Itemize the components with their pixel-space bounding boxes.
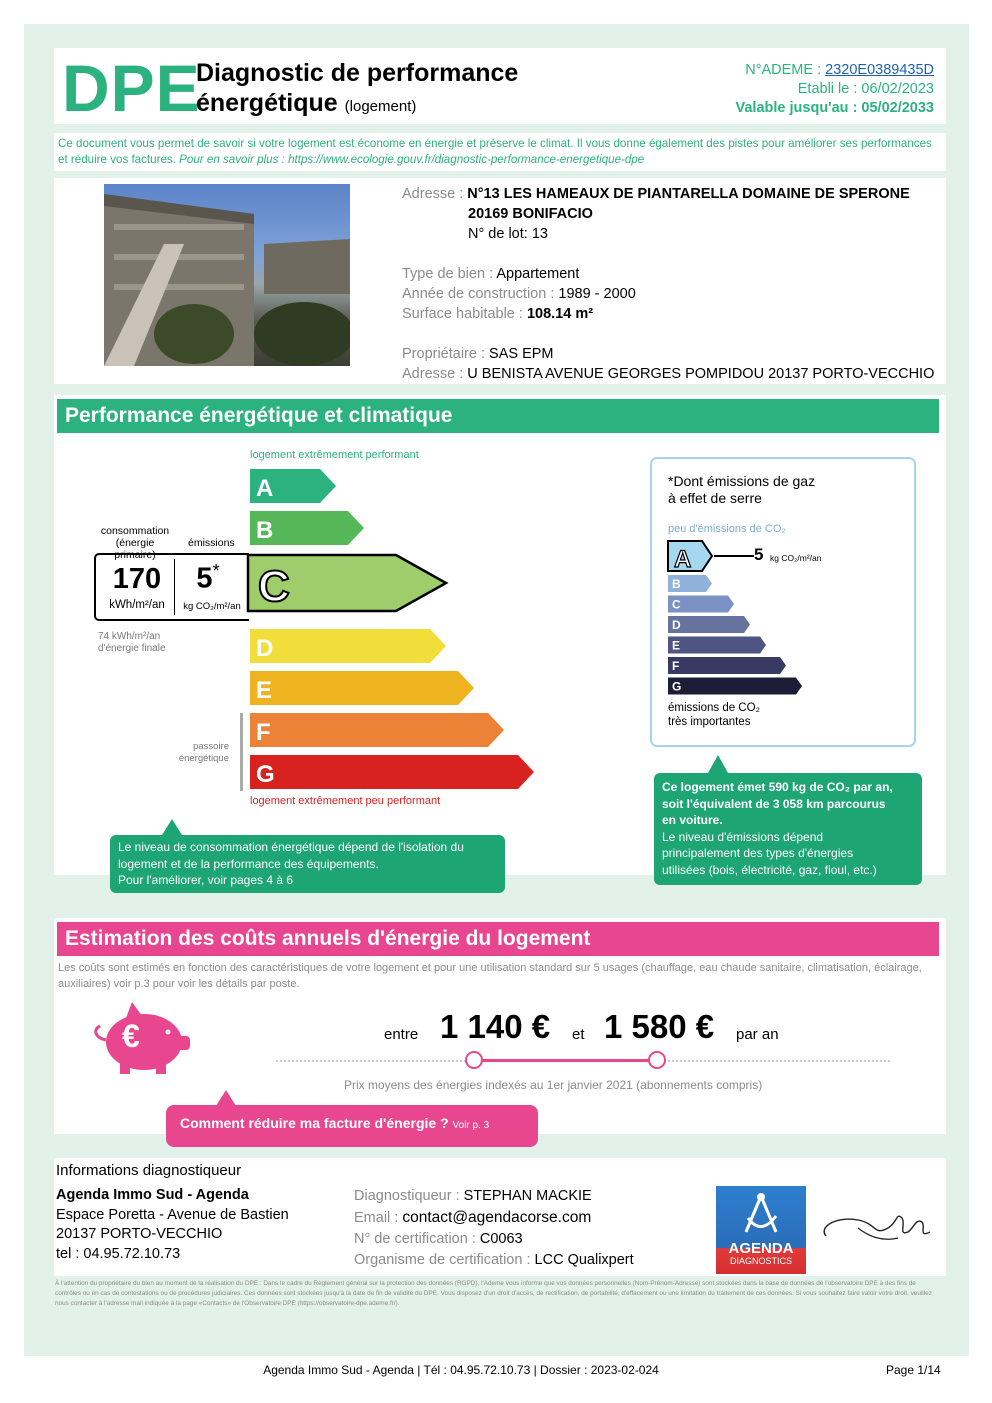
ges-note: Ce logement émet 590 kg de CO₂ par an, soit l'équivalent de 3 058 km parcourus en voiture. Le niveau d'émissions dépend principalement des types d'énergies utilisées (bois, électricité, gaz, fioul, etc.) [654,773,922,885]
energy-class-label: A [256,475,274,502]
house-photo [104,184,350,366]
cost-min: 1 140 € [440,1008,551,1045]
lot-number: N° de lot: 13 [468,226,548,242]
energy-bottom-label: logement extrêmement peu performant [250,795,441,807]
company-city: 20137 PORTO-VECCHIO [56,1226,223,1242]
consumption-header: consommation (énergie primaire) [100,525,170,561]
costs-box [54,918,946,1134]
intro-box [54,133,946,171]
title-suffix: (logement) [344,98,417,115]
emissions-value: 5* [196,561,220,595]
company-phone: tel : 04.95.72.10.73 [56,1245,181,1262]
page-number: Page 1/14 [886,1363,941,1377]
reduce-bill-button[interactable]: Comment réduire ma facture d'énergie ? Voir p. 3 [166,1105,538,1147]
owner-address: U BENISTA AVENUE GEORGES POMPIDOU 20137 PORTO-VECCHIO [467,366,935,382]
energy-class-d [250,629,446,663]
ges-bottom-label: émissions de CO₂ très importantes [668,702,761,728]
cost-marker-min [465,1051,483,1069]
living-area: 108.14 m² [526,306,594,322]
energy-class-label: G [256,761,275,788]
performance-box [54,395,946,887]
performance-section-title: Performance énergétique et climatique [57,399,939,433]
property-box [54,178,946,384]
consumption-unit: kWh/m²/an [109,599,165,611]
address-line1: N°13 LES HAMEAUX DE PIANTARELLA DOMAINE DE SPERONE [467,186,910,202]
reduce-pointer [216,1090,236,1106]
ademe-number-link[interactable]: 2320E0389435D [825,62,934,78]
energy-class-label: D [256,635,274,662]
ges-current-line [714,555,754,557]
construction-year: 1989 - 2000 [558,286,636,302]
company-street: Espace Poretta - Avenue de Bastien [56,1206,289,1223]
dpe-logo: DPE [62,51,201,125]
note-right-pointer [708,755,728,773]
intro-text: Ce document vous permet de savoir si votre logement est économe en énergie et préserve le climat. Il vous donne également des pistes pour améliorer ses performances et réduire vos factures. [58,137,932,166]
energy-top-label: logement extrêmement performant [250,449,419,461]
footer-text: Agenda Immo Sud - Agenda | Tél : 04.95.72.10.73 | Dossier : 2023-02-024 [263,1363,659,1377]
certification-org: LCC Qualixpert [534,1252,634,1268]
ges-class-label: G [672,679,682,694]
passoire-label: passoire énergétique [178,741,229,764]
ges-class-f [668,657,786,674]
page-title: Diagnostic de performance énergétique (logement) [196,59,519,117]
energy-class-label: B [256,517,274,544]
costs-section-title: Estimation des coûts annuels d'énergie du logement [57,922,939,956]
energy-scale [244,465,544,805]
ges-class-label: D [672,618,681,632]
cost-between: entre [384,1026,419,1043]
ges-box [650,457,916,747]
cost-max: 1 580 € [604,1008,715,1045]
emissions-unit: kg CO₂/m²/an [183,601,241,612]
company-info [56,1186,289,1264]
cost-per-year: par an [736,1026,779,1043]
ges-class-label: B [672,577,681,591]
energy-class-f [250,713,504,747]
final-energy: 74 kWh/m²/an d'énergie finale [98,631,166,654]
energy-class-label: F [256,719,271,746]
owner-name: SAS EPM [489,346,554,362]
diagnostician-email[interactable]: contact@agendacorse.com [402,1209,592,1226]
consumption-value: 170 [112,563,162,595]
address-line2: 20169 BONIFACIO [468,206,593,222]
ges-class-label: C [672,597,681,612]
consumption-box [94,553,249,621]
established-date: Etabli le : 06/02/2023 [797,81,934,97]
ges-class-g [668,678,802,695]
ges-class-label: E [672,638,681,653]
signature [818,1206,933,1252]
property-details: Adresse : N°13 LES HAMEAUX DE PIANTARELLA DOMAINE DE SPERONE 20169 BONIFACIO N° de lot: 13 Type de bien : Appartement Année de construction : 1989 - 2000 Surface habitable : 108.14 m² Propriétaire : SAS EPM Adresse : U BENISTA AVENUE GEORGES POMPIDOU 20137 PORTO-VECCHIO [402,186,935,382]
energy-class-label: E [256,677,273,704]
ges-class-e [668,637,766,654]
certification-number: C0063 [479,1231,523,1247]
diagnostician-title: Informations diagnostiqueur [56,1162,242,1179]
company-name: Agenda Immo Sud - Agenda [56,1187,249,1203]
ges-value: 5 [754,545,764,564]
cost-and: et [572,1026,585,1043]
emissions-header: émissions [188,537,235,549]
cost-range-active [474,1059,658,1062]
costs-description: Les coûts sont estimés en fonction des caractéristiques de votre logement et pour une utilisation standard sur 5 usages (chauffage, eau chaude sanitaire, climatisation, éclairage, auxiliaires) voir p.3 pour voir les détails par poste. [58,962,922,990]
piggy-bank-icon [86,1000,196,1076]
passoire-bracket [240,713,243,791]
valid-until-date: Valable jusqu'au : 05/02/2033 [735,100,934,116]
ges-unit: kg CO₂/m²/an [770,553,822,563]
ges-title: *Dont émissions de gaz à effet de serre [668,473,816,506]
ges-top-label: peu d'émissions de CO₂ [668,523,786,535]
energy-class-g [250,755,534,789]
prices-note: Prix moyens des énergies indexés au 1er janvier 2021 (abonnements compris) [344,1078,763,1092]
ges-class-label: A [674,546,692,573]
agenda-logo: AGENDA DIAGNOSTICS [716,1186,806,1274]
energy-class-e [250,671,474,705]
diagnostician-details: Diagnostiqueur : STEPHAN MACKIE Email : contact@agendacorse.com N° de certification : C0063 Organisme de certification : LCC Qualixpert [354,1188,634,1268]
ges-class-label: F [672,659,680,673]
note-left-pointer [162,819,182,835]
property-type: Appartement [496,266,580,282]
header-meta: N°ADEME : 2320E0389435D Etabli le : 06/02/2023 Valable jusqu'au : 05/02/2033 [735,62,934,116]
header-box [54,48,946,124]
diagnostician-box [54,1158,946,1276]
energy-class-label: C [258,562,290,611]
energy-note: Le niveau de consommation énergétique dépend de l'isolation du logement et de la performance des équipements. Pour l'améliorer, voir pages 4 à 6 [110,835,505,893]
piggy-euro: € [122,1018,140,1054]
cost-marker-max [648,1051,666,1069]
intro-more: Pour en savoir plus : https://www.ecologie.gouv.fr/diagnostic-performance-energetique-dpe [179,153,645,166]
diagnostician-name: STEPHAN MACKIE [463,1188,592,1204]
legal-notice: À l'attention du propriétaire du bien au moment de la réalisation du DPE : Dans le cadre du Règlement général sur la protection des données (RGPD), l'Ademe vous informe que vos données personnelles (Nom-Prénom-Adresse) sont stockées dans la base de données de l'observatoire DPE à des fins de contrôles ou en cas de contestations ou de procédures judiciaires. Ces données sont stockées jusqu'à la date de fin de validité du DPE. Vous disposez d'un droit d'accès, de rectification, de portabilité, d'effacement ou une limitation du traitement de ces données. Si vous souhaitez faire valoir votre droit, veuillez nous contacter à l'adresse mail indiquée à la page «Contacts» de l'Observatoire DPE (https://observatoire-dpe.ademe.fr/). [55,1280,932,1307]
